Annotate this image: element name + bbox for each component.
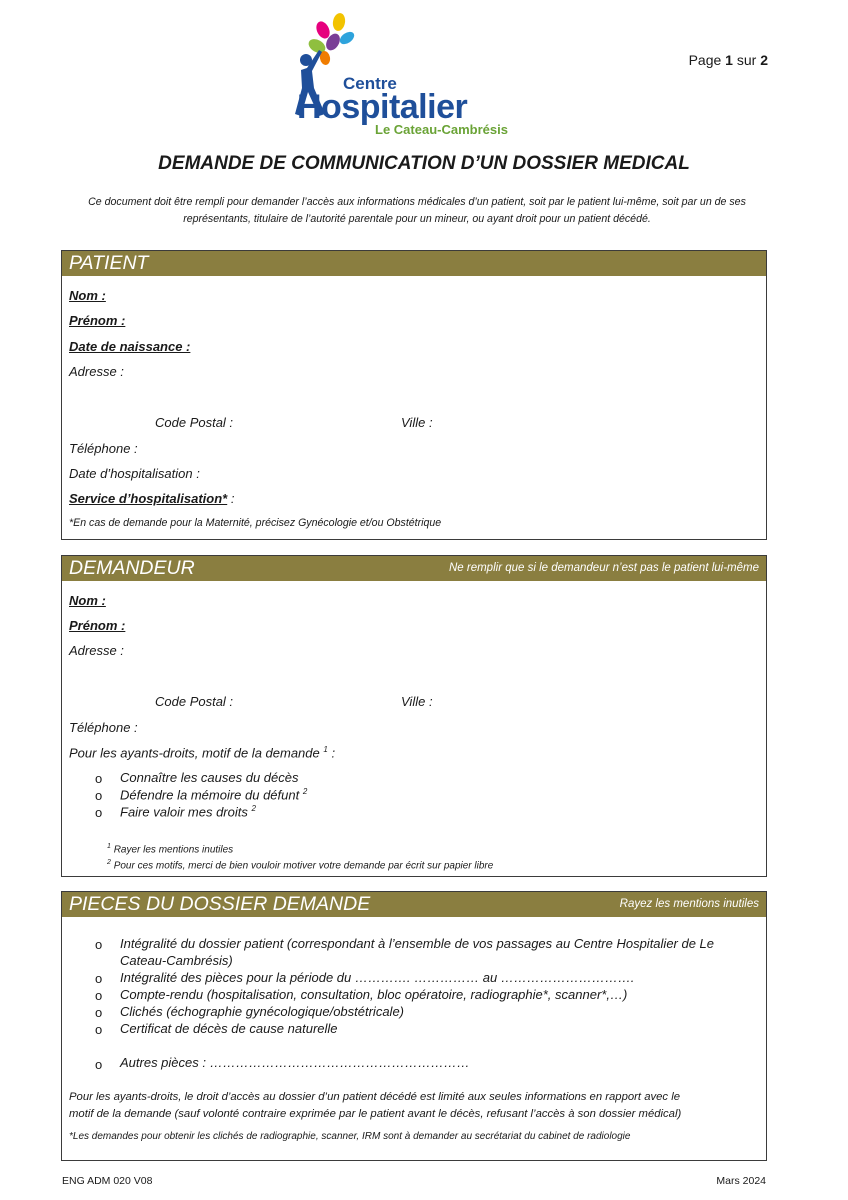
patient-service-label: Service d’hospitalisation* [69, 491, 228, 506]
motif-sup: 1 [323, 745, 328, 754]
piece-bullet[interactable]: o [95, 1057, 103, 1072]
patient-date-hosp-field[interactable]: Date d’hospitalisation : [69, 466, 200, 481]
patient-naissance-field[interactable]: Date de naissance : [69, 339, 191, 354]
option-sup: 2 [251, 804, 256, 813]
patient-header [62, 251, 766, 276]
page-prefix: Page [688, 52, 722, 68]
demandeur-prenom-field[interactable]: Prénom : [69, 618, 126, 633]
pieces-footnote: *Les demandes pour obtenir les clichés de radiographie, scanner, IRM sont à demander au secrétariat du cabinet de radiologie [69, 1131, 631, 1142]
piece-autres[interactable]: Autres pièces : …………………………………………………… [120, 1055, 470, 1070]
page-number [689, 52, 768, 68]
option-text: Faire valoir mes droits [120, 804, 248, 820]
note1-sup: 1 [107, 843, 111, 850]
demandeur-nom-field[interactable]: Nom : [69, 593, 106, 608]
patient-title: PATIENT [69, 252, 149, 274]
logo-city-text: Le Cateau-Cambrésis [375, 122, 508, 137]
piece-certificat-deces[interactable]: Certificat de décès de cause naturelle [120, 1021, 338, 1036]
option-text: Connaître les causes du décès [120, 770, 299, 785]
piece-bullet[interactable]: o [95, 1022, 103, 1037]
demandeur-note: Ne remplir que si le demandeur n’est pas le patient lui-même [448, 562, 759, 574]
pieces-note: Rayez les mentions inutiles [619, 898, 759, 910]
demandeur-ville-field[interactable]: Ville : [401, 694, 433, 709]
piece-cliches[interactable]: Clichés (échographie gynécologique/obstétricale) [120, 1004, 405, 1019]
option-bullet[interactable]: o [95, 805, 103, 820]
page-total: 2 [760, 52, 768, 68]
patient-service-field[interactable] [69, 491, 234, 506]
piece-bullet[interactable]: o [95, 971, 103, 986]
demandeur-section [61, 555, 767, 877]
footer-reference: ENG ADM 020 V08 [62, 1175, 153, 1187]
motif-colon: : [327, 745, 336, 761]
piece-dossier-complet[interactable]: Intégralité du dossier patient (correspondant à l’ensemble de vos passages au Centre Hospitalier de Le [120, 936, 715, 951]
piece-dossier-complet-cont: Cateau-Cambrésis) [120, 953, 233, 968]
page-sep: sur [736, 52, 757, 68]
option-sup: 2 [302, 787, 308, 796]
patient-service-colon: : [227, 491, 235, 506]
piece-bullet[interactable]: o [95, 988, 103, 1003]
demandeur-code-postal-field[interactable]: Code Postal : [155, 694, 234, 709]
intro-line-2: représentants, titulaire de l’autorité parentale pour un mineur, ou ayant droit pour un patient décédé. [183, 213, 651, 225]
pieces-para-line-1: Pour les ayants-droits, le droit d’accès au dossier d’un patient décédé est limité aux seules informations en rapport avec le [69, 1091, 680, 1103]
note1-text: Rayer les mentions inutiles [113, 844, 234, 856]
demandeur-header [62, 556, 766, 581]
patient-code-postal-field[interactable]: Code Postal : [155, 415, 234, 430]
patient-ville-field[interactable]: Ville : [401, 415, 433, 430]
patient-adresse-field[interactable]: Adresse : [69, 364, 124, 379]
demandeur-note-2 [107, 859, 493, 871]
piece-compte-rendu[interactable]: Compte-rendu (hospitalisation, consultation, bloc opératoire, radiographie*, scanner*,…) [120, 987, 628, 1002]
demandeur-adresse-field[interactable]: Adresse : [69, 643, 124, 658]
pieces-para-line-2: motif de la demande (sauf volonté contraire exprimée par le patient avant le décès, refusant l’accès à son dossier médical) [69, 1108, 682, 1120]
option-causes-deces[interactable] [120, 770, 299, 785]
pieces-header [62, 892, 766, 917]
document-title: DEMANDE DE COMMUNICATION D’UN DOSSIER MEDICAL [158, 153, 690, 174]
patient-prenom-field[interactable]: Prénom : [69, 313, 126, 328]
option-bullet[interactable]: o [95, 771, 103, 786]
demandeur-telephone-field[interactable]: Téléphone : [69, 720, 138, 735]
logo-centre-text: Centre [343, 74, 397, 93]
option-text: Défendre la mémoire du défunt [120, 787, 300, 803]
demandeur-title: DEMANDEUR [69, 557, 195, 579]
footer-date: Mars 2024 [716, 1175, 766, 1187]
page-current: 1 [725, 52, 733, 68]
pieces-section [61, 891, 767, 1161]
demandeur-motif-label [69, 745, 335, 760]
piece-bullet[interactable]: o [95, 937, 103, 952]
patient-section [61, 250, 767, 540]
piece-bullet[interactable]: o [95, 1005, 103, 1020]
logo-hospitalier-text: Hospitalier [297, 88, 468, 126]
option-faire-valoir-droits[interactable] [120, 804, 256, 819]
option-bullet[interactable]: o [95, 788, 103, 803]
intro-text [62, 194, 772, 228]
note2-text: Pour ces motifs, merci de bien vouloir motiver votre demande par écrit sur papier libre [113, 860, 494, 872]
pieces-title: PIECES DU DOSSIER DEMANDE [69, 893, 371, 915]
patient-footnote: *En cas de demande pour la Maternité, précisez Gynécologie et/ou Obstétrique [69, 517, 442, 529]
hospital-logo [285, 10, 517, 140]
demandeur-note-1 [107, 843, 233, 855]
piece-periode[interactable]: Intégralité des pièces pour la période du …………. …………… au …………………………. [120, 970, 635, 985]
option-memoire-defunt[interactable] [120, 787, 307, 802]
motif-text: Pour les ayants-droits, motif de la demande [69, 745, 320, 761]
patient-telephone-field[interactable]: Téléphone : [69, 441, 138, 456]
patient-nom-field[interactable]: Nom : [69, 288, 106, 303]
note2-sup: 2 [107, 859, 111, 866]
intro-line-1: Ce document doit être rempli pour demander l’accès aux informations médicales d’un patient, soit par le patient lui-même, soit par un de ses [88, 196, 746, 208]
